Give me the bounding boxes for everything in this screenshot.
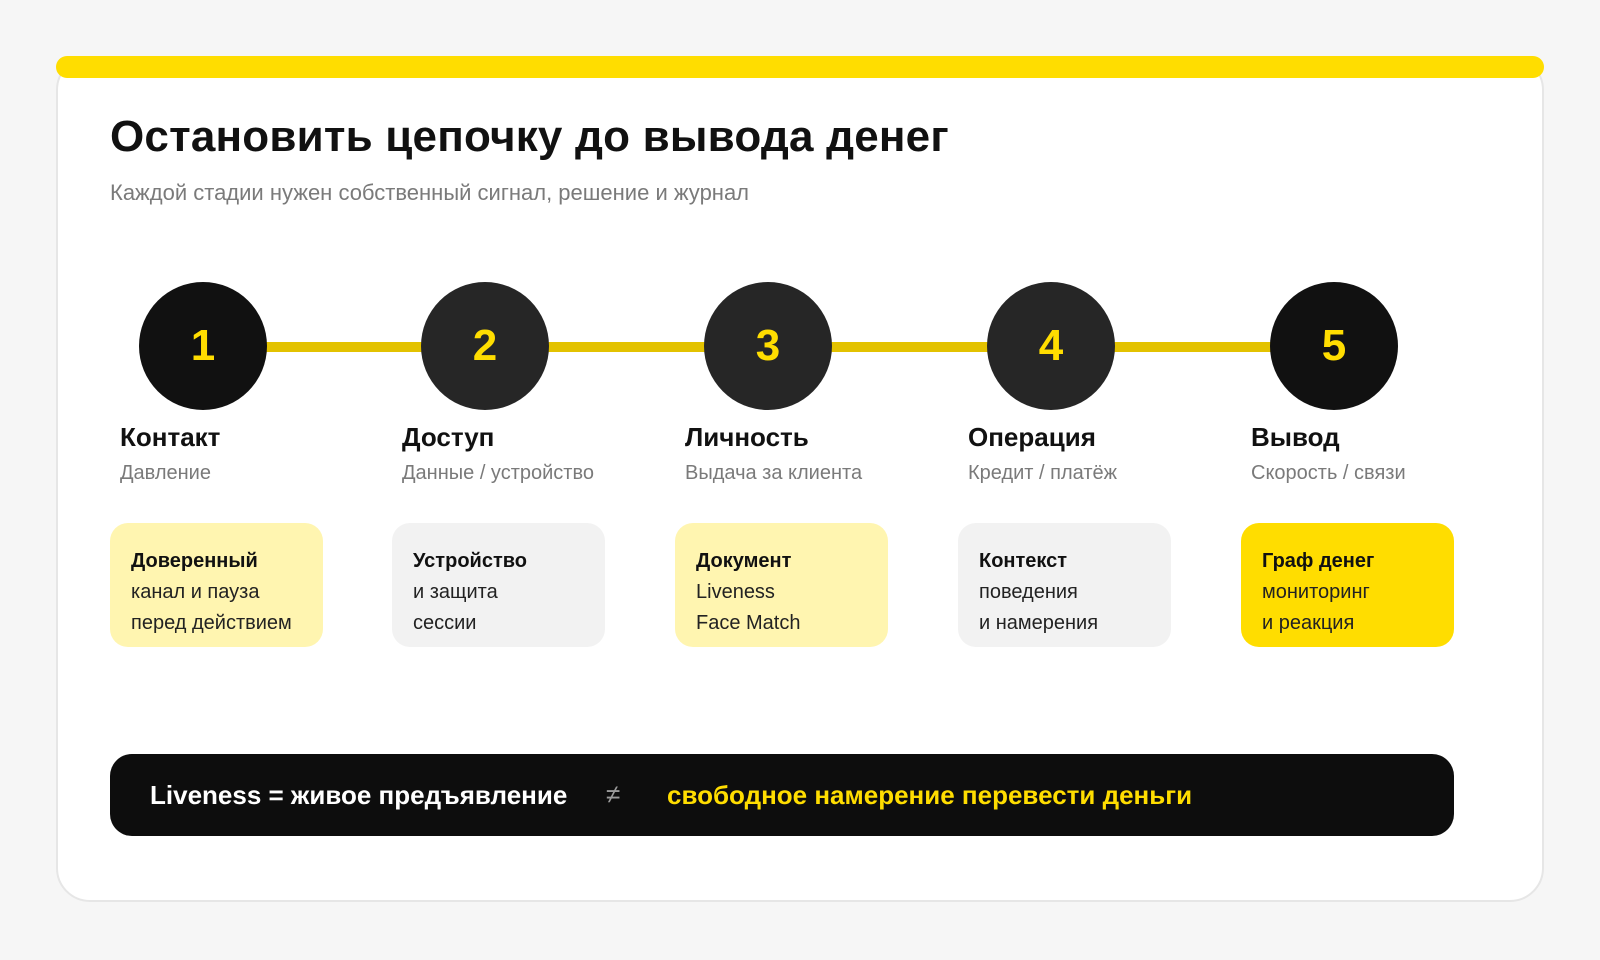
stage-1-subtitle: Давление: [120, 462, 211, 484]
stage-5-box-heading: Граф денег: [1262, 550, 1375, 572]
stage-3-box-line: Liveness: [696, 581, 775, 603]
stage-2-number: 2: [472, 321, 498, 370]
stage-1-title: Контакт: [120, 422, 221, 452]
stage-3-number: 3: [755, 321, 781, 370]
stage-5-number: 5: [1321, 321, 1347, 370]
stage-2-box: [392, 523, 605, 647]
stage-3-box-heading: Документ: [696, 550, 792, 572]
stage-4-box-heading: Контекст: [979, 550, 1068, 572]
stage-5-box: [1241, 523, 1454, 647]
stage-1-box: [110, 523, 323, 647]
stage-2-subtitle: Данные / устройство: [402, 462, 594, 484]
stage-5-subtitle: Скорость / связи: [1251, 462, 1406, 484]
stage-5-box-line: мониторинг: [1262, 581, 1370, 603]
not-equal-symbol: ≠: [606, 779, 621, 809]
conclusion-left-text: Liveness = живое предъявление: [150, 780, 568, 810]
stage-4-box-line: и намерения: [979, 612, 1099, 634]
stage-4-number: 4: [1038, 321, 1064, 370]
stage-4-box: [958, 523, 1171, 647]
stage-3-box: [675, 523, 888, 647]
stage-1-box-heading: Доверенный: [131, 550, 258, 572]
stage-3-title: Личность: [685, 422, 809, 452]
stage-4-subtitle: Кредит / платёж: [968, 462, 1117, 484]
stage-2-box-line: сессии: [413, 612, 477, 634]
accent-top-bar: [56, 56, 1544, 78]
stage-2-title: Доступ: [402, 422, 495, 452]
stage-3-subtitle: Выдача за клиента: [685, 462, 863, 484]
stage-1-box-line: перед действием: [131, 612, 292, 634]
stage-3-circle: [704, 282, 832, 410]
stage-5-box-line: и реакция: [1262, 612, 1355, 634]
stage-4-circle: [987, 282, 1115, 410]
stage-5-title: Вывод: [1251, 422, 1340, 452]
stage-4-title: Операция: [968, 422, 1096, 452]
conclusion-right-text: свободное намерение перевести деньги: [667, 780, 1193, 810]
stage-2-circle: [421, 282, 549, 410]
stage-5-circle: [1270, 282, 1398, 410]
stage-3-box-line: Face Match: [696, 612, 801, 634]
page-subtitle: Каждой стадии нужен собственный сигнал, решение и журнал: [110, 180, 750, 205]
stage-4-box-line: поведения: [979, 581, 1078, 603]
stage-1-box-line: канал и пауза: [131, 581, 260, 603]
stage-1-circle: [139, 282, 267, 410]
stage-1-number: 1: [190, 321, 216, 370]
page-title: Остановить цепочку до вывода денег: [110, 112, 949, 161]
stage-2-box-heading: Устройство: [413, 550, 527, 572]
stage-2-box-line: и защита: [413, 581, 498, 603]
